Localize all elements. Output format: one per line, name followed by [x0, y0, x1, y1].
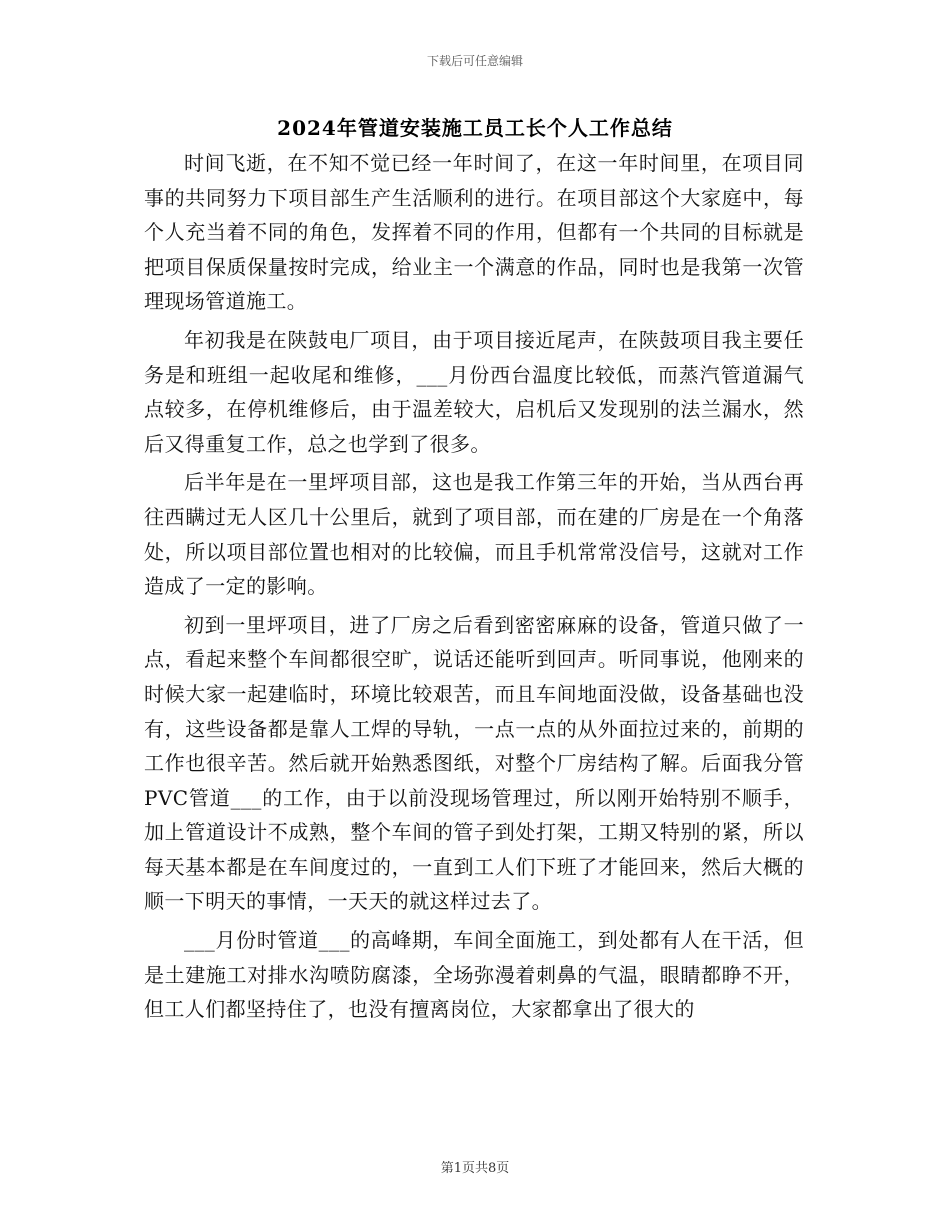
- paragraph-3: 后半年是在一里坪项目部，这也是我工作第三年的开始，当从西台再往西瞒过无人区几十公里后，就到了项目部，而在建的厂房是在一个角落处，所以项目部位置也相对的比较偏，而且手机常常没信号，这就对工作造成了一定的影响。: [144, 470, 804, 599]
- paragraph-1: 时间飞逝，在不知不觉已经一年时间了，在这一年时间里，在项目同事的共同努力下项目部生产生活顺利的进行。在项目部这个大家庭中，每个人充当着不同的角色，发挥着不同的作用，但都有一个共同的目标就是把项目保质保量按时完成，给业主一个满意的作品，同时也是我第一次管理现场管道施工。: [144, 151, 804, 314]
- page-number: 第1页共8页: [440, 1161, 510, 1176]
- page-header: 下载后可任意编辑: [426, 54, 523, 68]
- paragraph-2: 年初我是在陕鼓电厂项目，由于项目接近尾声，在陕鼓项目我主要任务是和班组一起收尾和维修，___月份西台温度比较低，而蒸汽管道漏气点较多，在停机维修后，由于温差较大，启机后又发现别的法兰漏水，然后又得重复工作，总之也学到了很多。: [144, 327, 804, 456]
- document-title: 2024年管道安装施工员工长个人工作总结: [277, 116, 673, 140]
- document-body: [144, 146, 804, 1031]
- paragraph-5: ___月份时管道___的高峰期，车间全面施工，到处都有人在干活，但是土建施工对排水沟喷防腐漆，全场弥漫着刺鼻的气温，眼睛都睁不开，但工人们都坚持住了，也没有擅离岗位，大家都拿出了很大的: [144, 928, 804, 1022]
- paragraph-4: 初到一里坪项目，进了厂房之后看到密密麻麻的设备，管道只做了一点，看起来整个车间都很空旷，说话还能听到回声。听同事说，他刚来的时候大家一起建临时，环境比较艰苦，而且车间地面没做，设备基础也没有，这些设备都是靠人工焊的导轨，一点一点的从外面拉过来的，前期的工作也很辛苦。然后就开始熟悉图纸，对整个厂房结构了解。后面我分管PVC管道___的工作，由于以前没现场管理过，所以刚开始特别不顺手，加上管道设计不成熟，整个车间的管子到处打架，工期又特别的紧，所以每天基本都是在车间度过的，一直到工人们下班了才能回来，然后大概的顺一下明天的事情，一天天的就这样过去了。: [144, 612, 804, 914]
